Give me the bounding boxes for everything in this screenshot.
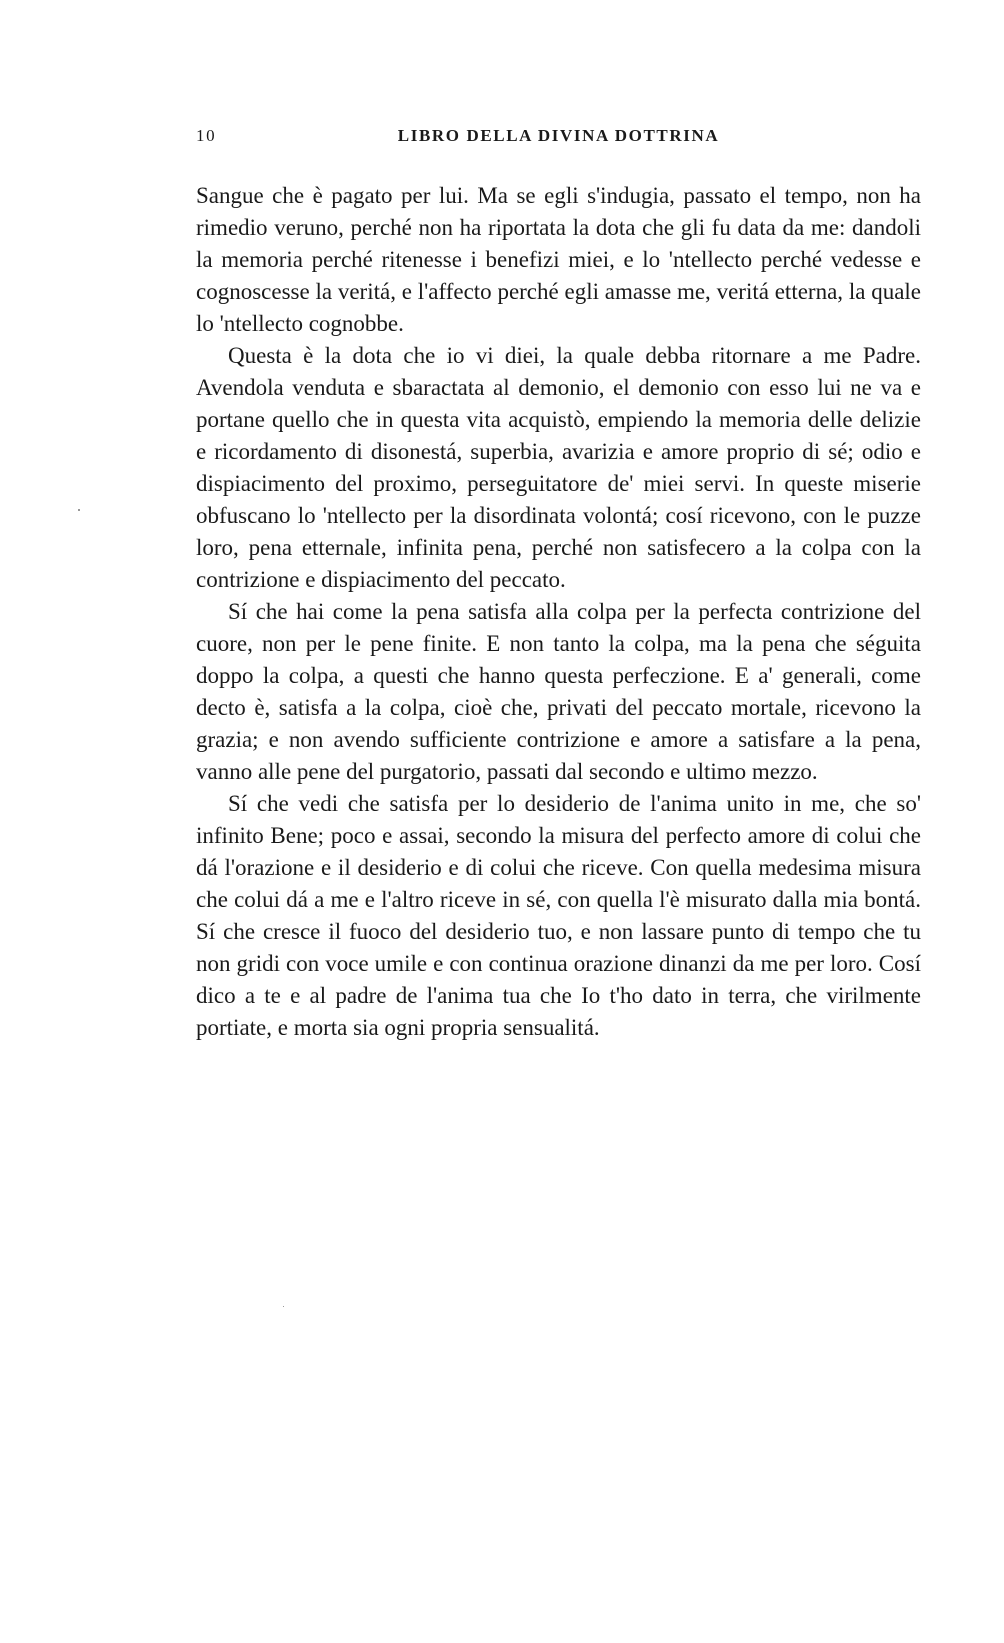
scan-speck xyxy=(78,509,80,511)
scan-speck xyxy=(283,1306,284,1307)
running-title: LIBRO DELLA DIVINA DOTTRINA xyxy=(397,126,720,145)
body-text xyxy=(196,180,921,1044)
paragraph-2: Questa è la dota che io vi diei, la quale debba ritornare a me Padre. Avendola venduta e sbaractata al demonio, el demonio con esso lui ne va e portane quello che in questa vita acquistò, empiendo la memoria delle delizie e ricordamento di disonestá, superbia, avarizia e amore proprio di sé; odio e dispiacimento del proximo, perseguitatore de' miei servi. In queste miserie obfuscano lo 'ntellecto per la disordinata volontá; cosí ricevono, con le puzze loro, pena etternale, infinita pena, perché non satisfecero a la colpa con la contrizione e dispiacimento del peccato. xyxy=(196,343,921,592)
paragraph-1: Sangue che è pagato per lui. Ma se egli s'indugia, passato el tempo, non ha rimedio veruno, perché non ha riportata la dota che gli fu data da me: dandoli la memoria perché ritenesse i benefizi miei, e lo 'ntellecto perché vedesse e cognoscesse la veritá, e l'affecto perché egli amasse me, veritá etterna, la quale lo 'ntellecto cognobbe. xyxy=(196,183,921,336)
page-number: 10 xyxy=(196,126,217,145)
paragraph-4: Sí che vedi che satisfa per lo desiderio de l'anima unito in me, che so' infinito Bene; poco e assai, secondo la misura del perfecto amore di colui che dá l'orazione e il desiderio e di colui che riceve. Con quella medesima misura che colui dá a me e l'altro riceve in sé, con quella l'è misurato dalla mia bontá. Sí che cresce il fuoco del desiderio tuo, e non lassare punto di tempo che tu non gridi con voce umile e con continua orazione dinanzi da me per loro. Cosí dico a te e al padre de l'anima tua che Io t'ho dato in terra, che virilmente portiate, e morta sia ogni propria sensualitá. xyxy=(196,791,921,1040)
running-head xyxy=(196,126,921,150)
paragraph-3: Sí che hai come la pena satisfa alla colpa per la perfecta contrizione del cuore, non per le pene finite. E non tanto la colpa, ma la pena che séguita doppo la colpa, a questi che hanno questa perfeczione. E a' generali, come decto è, satisfa a la colpa, cioè che, privati del peccato mortale, ricevono la grazia; e non avendo sufficiente contrizione e amore a satisfare a la pena, vanno alle pene del purgatorio, passati dal secondo e ultimo mezzo. xyxy=(196,599,921,784)
